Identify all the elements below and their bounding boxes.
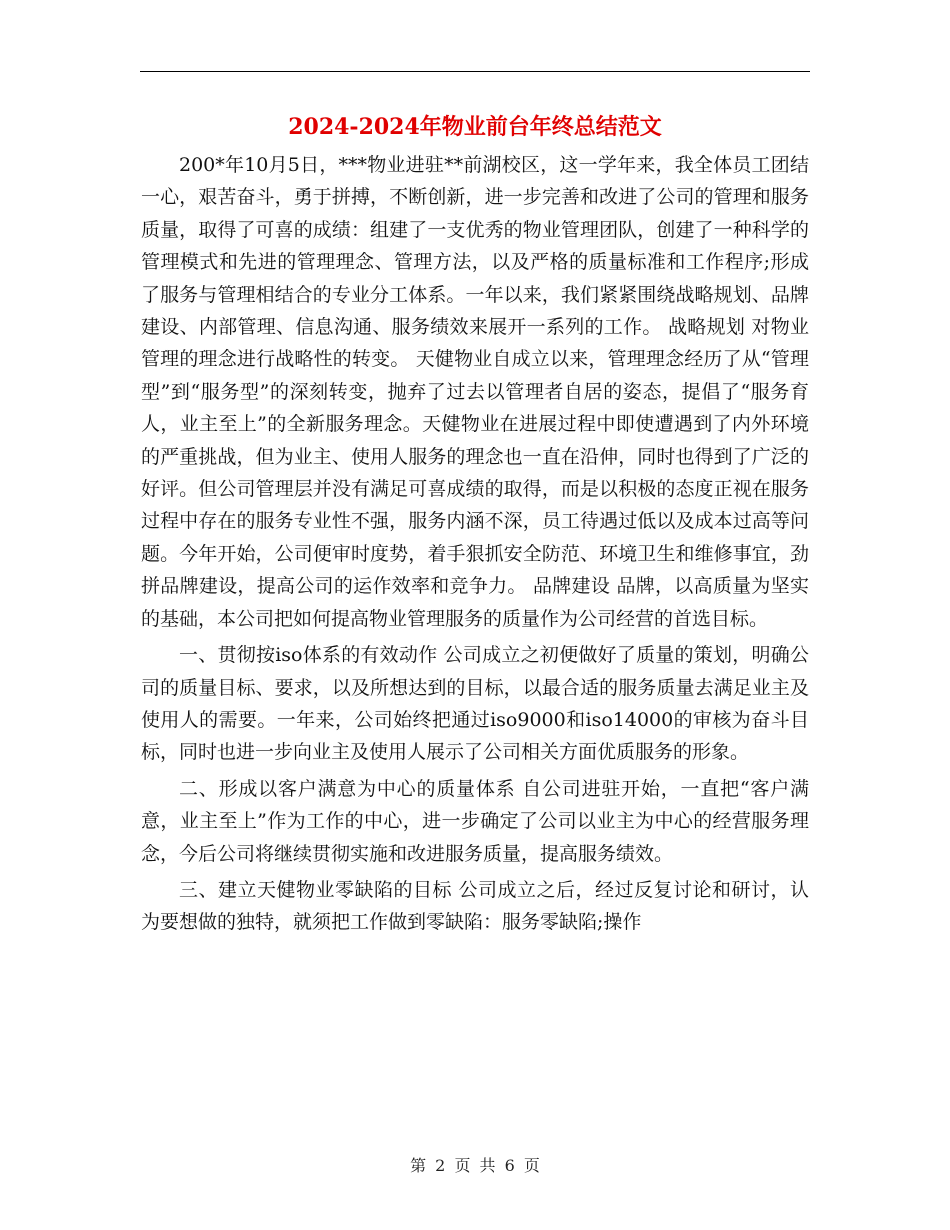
paragraph-section-2: 二、形成以客户满意为中心的质量体系 自公司进驻开始，一直把“客户满意，业主至上”作为工作的中心，进一步确定了公司以业主为中心的经营服务理念，今后公司将继续贯彻实施和改进服务质量，提高服务绩效。 bbox=[141, 777, 809, 865]
header-rule bbox=[140, 71, 810, 72]
paragraph-section-1: 一、贯彻按iso体系的有效动作 公司成立之初便做好了质量的策划，明确公司的质量目标、要求，以及所想达到的目标，以最合适的服务质量去满足业主及使用人的需要。一年来，公司始终把通过iso9000和iso14000的审核为奋斗目标，同时也进一步向业主及使用人展示了公司相关方面优质服务的形象。 bbox=[141, 644, 809, 764]
page-number-footer: 第 2 页 共 6 页 bbox=[410, 1156, 540, 1175]
paragraph-section-3: 三、建立天健物业零缺陷的目标 公司成立之后，经过反复讨论和研讨，认为要想做的独特，就须把工作做到零缺陷：服务零缺陷;操作 bbox=[141, 878, 809, 934]
document-title: 2024-2024年物业前台年终总结范文 bbox=[288, 114, 662, 140]
paragraph-intro: 200*年10月5日，***物业进驻**前湖校区，这一学年来，我全体员工团结一心，艰苦奋斗，勇于拼搏，不断创新，进一步完善和改进了公司的管理和服务质量，取得了可喜的成绩：组建了一支优秀的物业管理团队，创建了一种科学的管理模式和先进的管理理念、管理方法，以及严格的质量标准和工作程序;形成了服务与管理相结合的专业分工体系。一年以来，我们紧紧围绕战略规划、品牌建设、内部管理、信息沟通、服务绩效来展开一系列的工作。 战略规划 对物业管理的理念进行战略性的转变。 天健物业自成立以来，管理理念经历了从“管理型”到“服务型”的深刻转变，抛弃了过去以管理者自居的姿态，提倡了“服务育人，业主至上”的全新服务理念。天健物业在进展过程中即使遭遇到了内外环境的严重挑战，但为业主、使用人服务的理念也一直在沿伸，同时也得到了广泛的好评。但公司管理层并没有满足可喜成绩的取得，而是以积极的态度正视在服务过程中存在的服务专业性不强，服务内涵不深，员工待遇过低以及成本过高等问题。今年开始，公司便审时度势，着手狠抓安全防范、环境卫生和维修事宜，劲拼品牌建设，提高公司的运作效率和竞争力。 品牌建设 品牌，以高质量为坚实的基础，本公司把如何提高物业管理服务的质量作为公司经营的首选目标。 bbox=[141, 154, 809, 630]
document-body bbox=[141, 149, 809, 939]
